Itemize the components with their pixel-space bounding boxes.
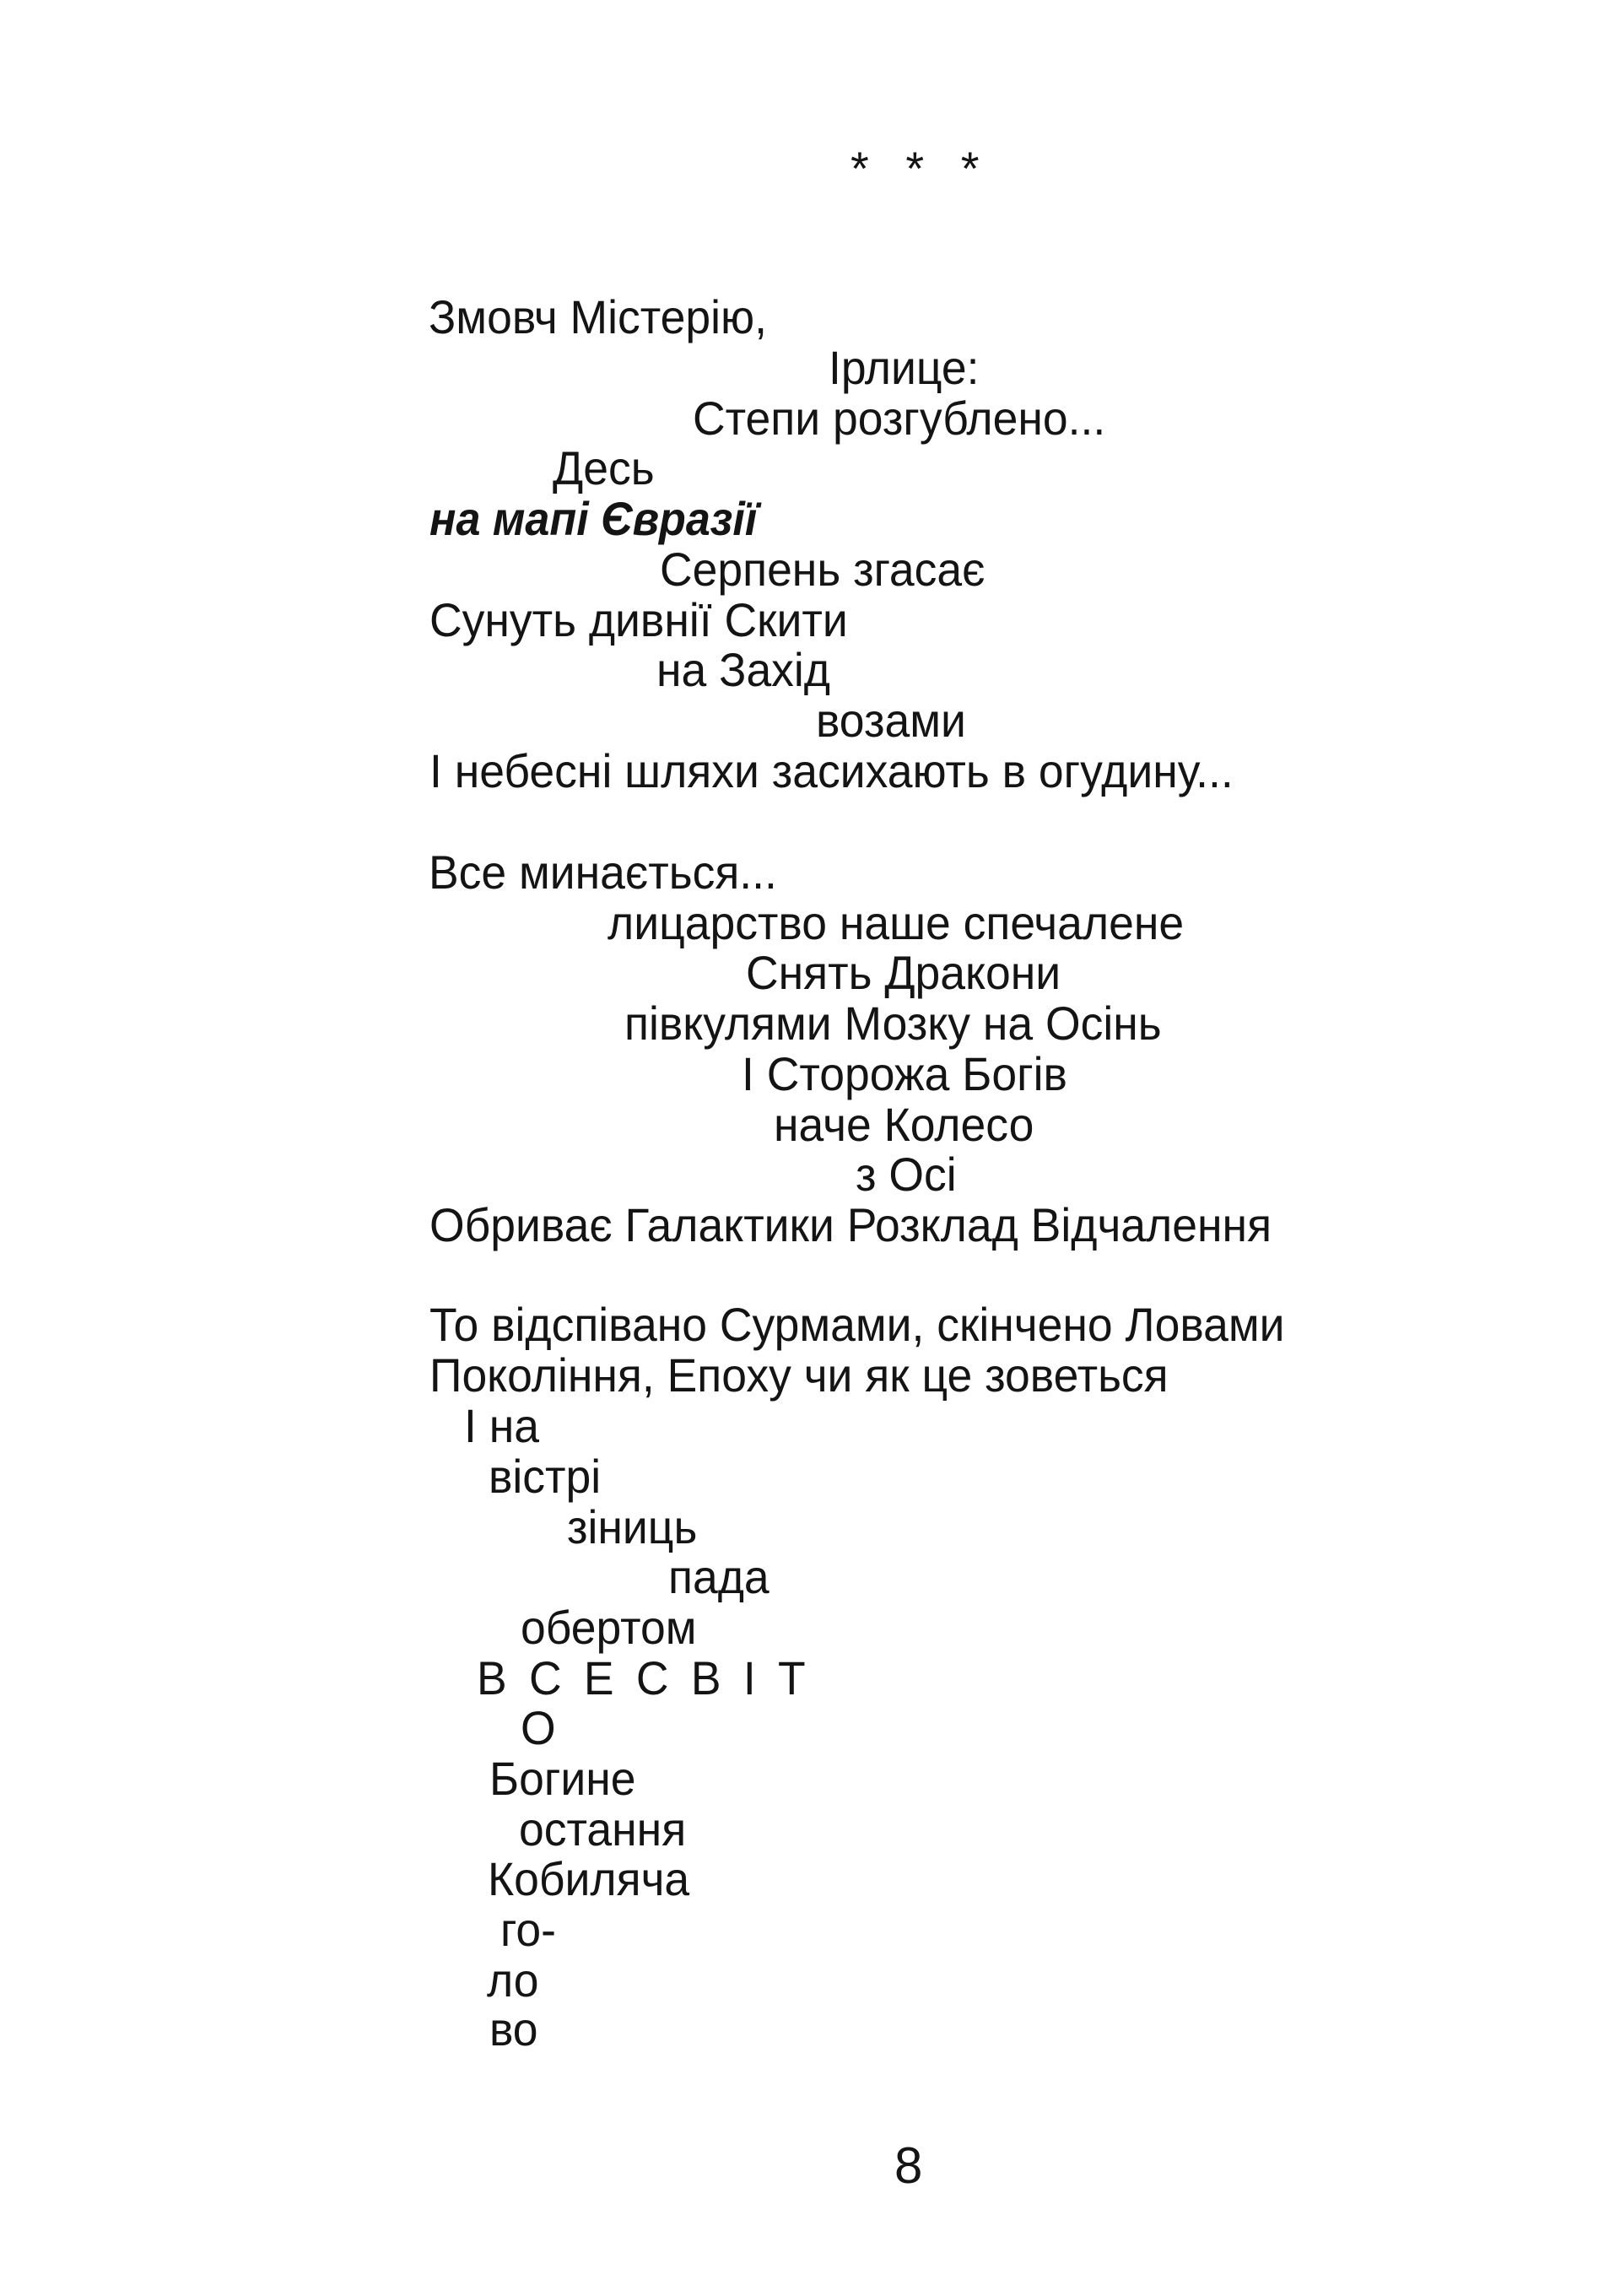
poem-line: Ірлице: — [829, 341, 980, 394]
poem-line: півкулями Мозку на Осінь — [624, 997, 1162, 1050]
poem-line: Покоління, Епоху чи як це зоветься — [429, 1348, 1169, 1402]
poem-line: вістрі — [489, 1450, 602, 1503]
poem-line: обертом — [521, 1601, 697, 1654]
poem-line: возами — [816, 694, 966, 747]
poem-line: пада — [668, 1550, 770, 1603]
poem-line: І небесні шляхи засихають в огудину... — [429, 744, 1234, 797]
poem-line: лицарство наше спечалене — [608, 896, 1185, 949]
poem-line: О — [521, 1701, 556, 1754]
poem-line: на Захід — [656, 643, 831, 696]
poem-line: Снять Дракони — [746, 946, 1061, 999]
poem-line: Степи розгублено... — [693, 392, 1106, 445]
poem-line: Десь — [553, 441, 655, 494]
poem-line: Кобиляча — [488, 1852, 690, 1905]
poem-line: з Осі — [856, 1148, 957, 1201]
section-divider-asterisks: * * * — [850, 142, 991, 195]
poem-line: І на — [464, 1399, 539, 1452]
poem-line: І Сторожа Богів — [742, 1047, 1067, 1100]
poem-line: Обриває Галактики Розклад Відчалення — [429, 1198, 1272, 1251]
poem-line: Богине — [489, 1752, 636, 1805]
poem-line: зіниць — [567, 1500, 698, 1553]
poem-line: Серпень згасає — [660, 543, 986, 596]
poem-line: остання — [519, 1802, 687, 1856]
poem-line: Все минається... — [429, 845, 777, 899]
page-number: 8 — [894, 2137, 923, 2194]
poem-line: Сунуть дивнії Скити — [429, 593, 848, 646]
poem-line: во — [489, 2002, 538, 2056]
poem-line: го- — [500, 1903, 556, 1956]
poem-line: наче Колесо — [774, 1098, 1034, 1151]
poem-line-emphasis: на мапі Євразії — [429, 492, 758, 545]
poem-line: Змовч Містерію, — [429, 290, 767, 343]
poem-line: ло — [487, 1953, 539, 2007]
poem-line: То відспівано Сурмами, скінчено Ловами — [429, 1298, 1285, 1351]
poem-line-spaced-word: В С Е С В І Т — [477, 1651, 811, 1704]
